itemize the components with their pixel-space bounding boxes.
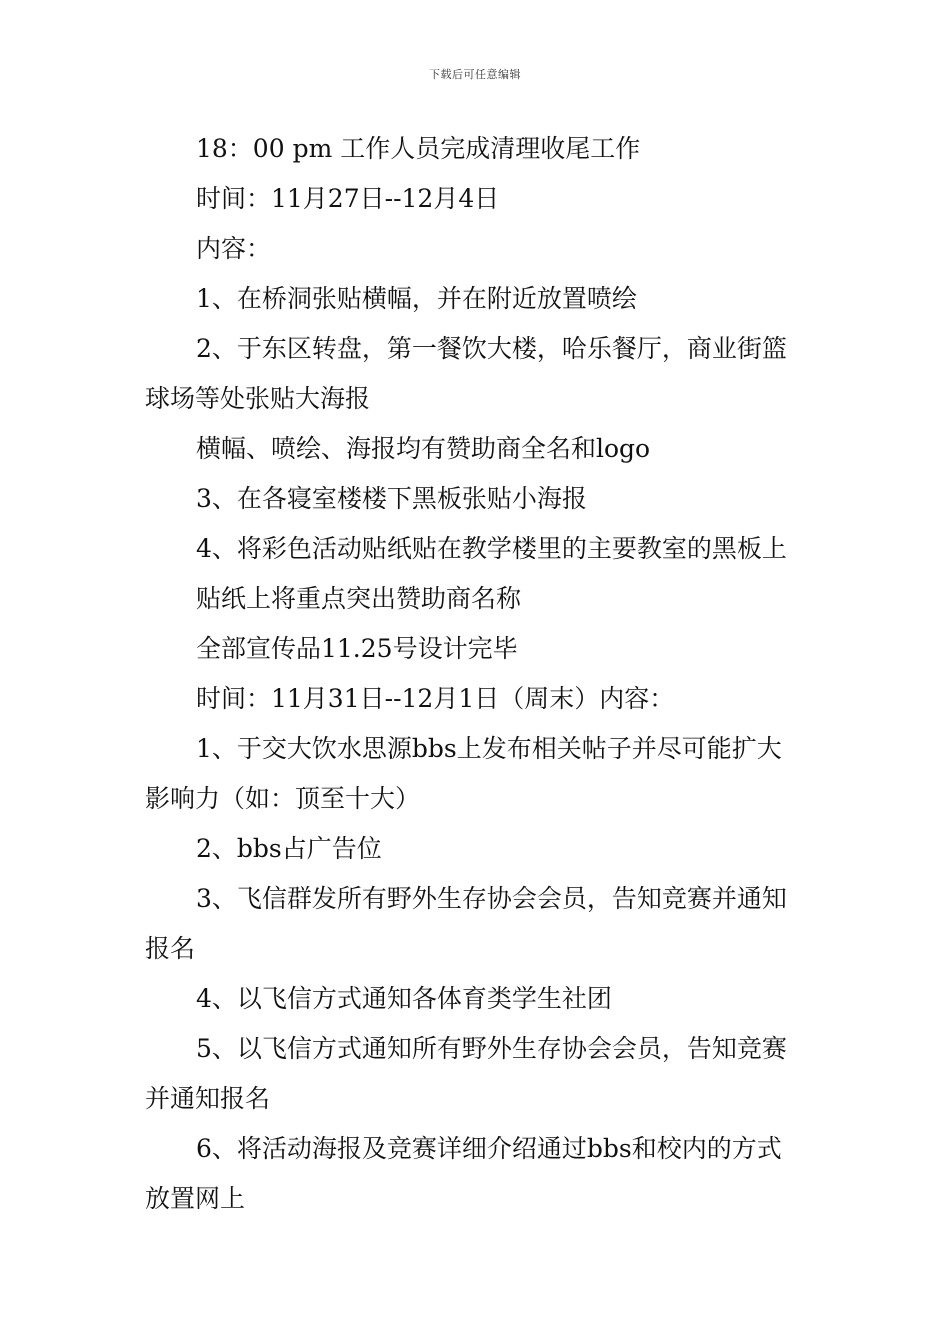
text-line: 贴纸上将重点突出赞助商名称 [196,584,522,613]
document-body [145,124,810,1224]
text-line: 6、将活动海报及竞赛详细介绍通过bbs和校内的方式 [196,1134,782,1163]
text-line: 1、于交大饮水思源bbs上发布相关帖子并尽可能扩大 [196,734,782,763]
text-line: 2、于东区转盘，第一餐饮大楼，哈乐餐厅，商业街篮 [196,334,787,363]
text-line: 放置网上 [145,1184,246,1213]
text-line: 时间：11月31日--12月1日（周末）内容： [196,684,675,713]
text-line: 全部宣传品11.25号设计完毕 [196,634,518,663]
text-line: 横幅、喷绘、海报均有赞助商全名和logo [196,434,651,463]
text-line: 球场等处张贴大海报 [145,384,371,413]
text-line: 时间：11月27日--12月4日 [196,184,500,213]
text-line: 4、将彩色活动贴纸贴在教学楼里的主要教室的黑板上 [196,534,787,563]
text-line: 3、飞信群发所有野外生存协会会员，告知竞赛并通知 [196,884,787,913]
page-header: 下载后可任意编辑 [429,68,521,81]
text-line: 4、以飞信方式通知各体育类学生社团 [196,984,612,1013]
text-line: 影响力（如：顶至十大） [145,784,421,813]
text-line: 报名 [145,934,196,963]
text-line: 2、bbs占广告位 [196,834,382,863]
text-line: 3、在各寝室楼楼下黑板张贴小海报 [196,484,587,513]
text-line: 内容： [196,234,272,263]
text-line: 18：00 pm 工作人员完成清理收尾工作 [196,134,641,163]
text-line: 1、在桥洞张贴横幅，并在附近放置喷绘 [196,284,637,313]
text-line: 并通知报名 [145,1084,271,1113]
text-line: 5、以飞信方式通知所有野外生存协会会员，告知竞赛 [196,1034,787,1063]
